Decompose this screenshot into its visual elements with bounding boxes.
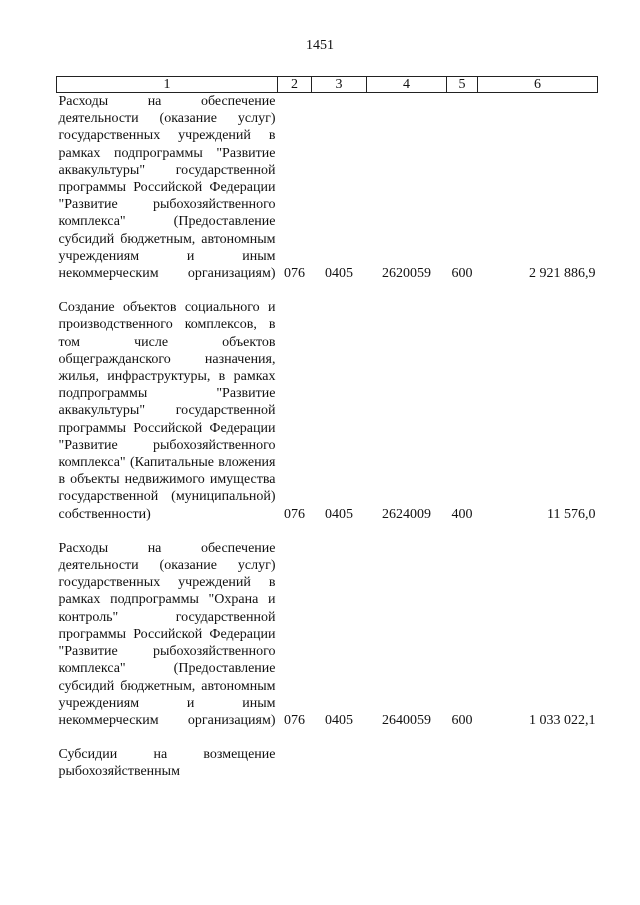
row-description: Субсидии на возмещение рыбохозяйственным bbox=[58, 747, 276, 780]
row-ministry-code: 076 bbox=[284, 266, 305, 282]
row-amount bbox=[478, 746, 598, 780]
table-header bbox=[57, 77, 598, 93]
row-ministry-code bbox=[278, 746, 312, 780]
table-row bbox=[57, 746, 598, 780]
row-section-code: 0405 bbox=[325, 506, 353, 522]
row-section-code: 0405 bbox=[325, 712, 353, 728]
row-expense-type: 600 bbox=[451, 712, 473, 728]
row-expense-type bbox=[447, 746, 478, 780]
row-target-article: 2620059 bbox=[382, 266, 431, 282]
table-row bbox=[57, 299, 598, 523]
row-amount: 1 033 022,1 bbox=[529, 712, 596, 728]
column-header: 4 bbox=[367, 77, 447, 93]
column-header: 6 bbox=[478, 77, 598, 93]
table-row bbox=[57, 540, 598, 729]
row-description: Расходы на обеспечение деятельности (оказание услуг) государственных учреждений в рамках подпрограммы "Развитие аквакультуры" государственной программы Российской Федерации "Развитие рыбохозяйственного комплекса" (Предоставление субсидий бюджетным, автономным учреждениям и иным некоммерческим организациям) bbox=[58, 94, 276, 282]
row-description: Расходы на обеспечение деятельности (оказание услуг) государственных учреждений в рамках подпрограммы "Охрана и контроль" государственной программы Российской Федерации "Развитие рыбохозяйственного комплекса" (Предоставление субсидий бюджетным, автономным учреждениям и иным некоммерческим организациям) bbox=[58, 540, 276, 728]
column-header: 2 bbox=[278, 77, 312, 93]
row-spacer bbox=[57, 282, 598, 299]
row-section-code bbox=[312, 746, 367, 780]
page-number: 1451 bbox=[306, 38, 334, 53]
header-row bbox=[57, 77, 598, 93]
row-target-article: 2640059 bbox=[382, 712, 431, 728]
table-row bbox=[57, 93, 598, 283]
row-ministry-code: 076 bbox=[284, 712, 305, 728]
row-target-article bbox=[367, 746, 447, 780]
row-amount: 2 921 886,9 bbox=[529, 266, 596, 282]
row-target-article: 2624009 bbox=[382, 506, 431, 522]
row-section-code: 0405 bbox=[325, 266, 353, 282]
column-header: 3 bbox=[312, 77, 367, 93]
budget-table bbox=[56, 76, 598, 781]
row-amount: 11 576,0 bbox=[547, 506, 596, 522]
row-spacer bbox=[57, 729, 598, 746]
row-ministry-code: 076 bbox=[284, 506, 305, 522]
row-description: Создание объектов социального и производственного комплексов, в том числе объектов общегражданского назначения, жилья, инфраструктуры, в рамках подпрограммы "Развитие аквакультуры" государственной программы Российской Федерации "Развитие рыбохозяйственного комплекса" (Капитальные вложения в объекты недвижимого имущества государственной (муниципальной) собственности) bbox=[58, 300, 276, 522]
column-header: 1 bbox=[57, 77, 278, 93]
column-header: 5 bbox=[447, 77, 478, 93]
row-spacer bbox=[57, 523, 598, 540]
row-expense-type: 600 bbox=[451, 266, 473, 282]
row-expense-type: 400 bbox=[451, 506, 473, 522]
